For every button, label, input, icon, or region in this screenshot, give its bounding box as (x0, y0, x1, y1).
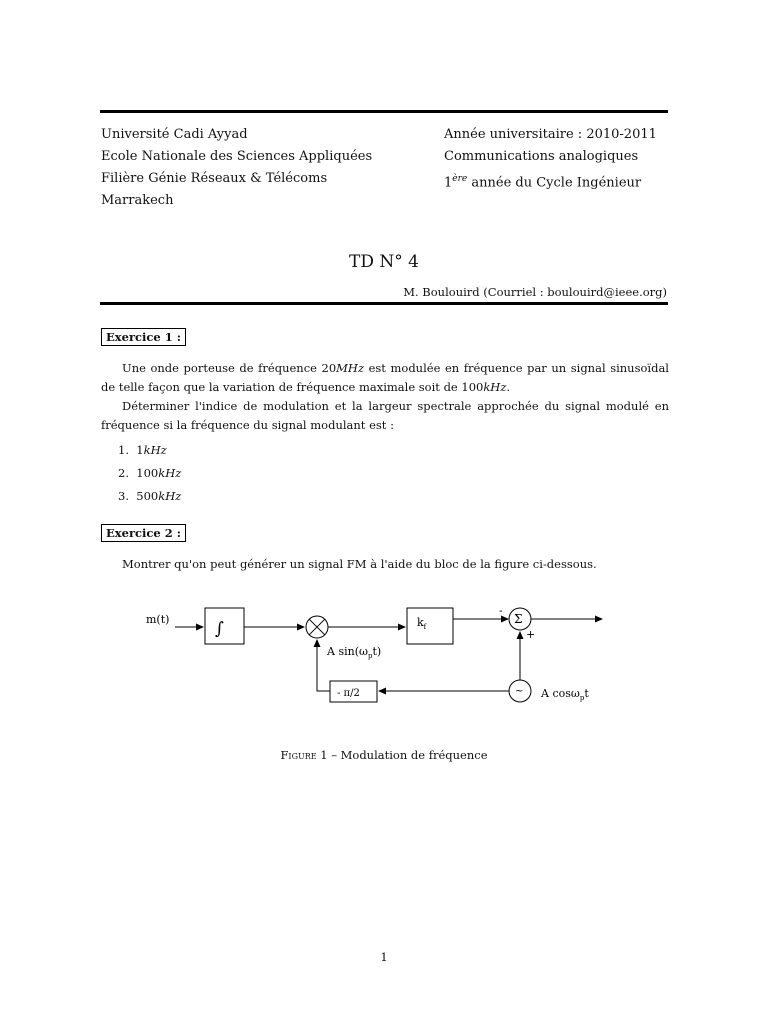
header-school: Ecole Nationale des Sciences Appliquées (101, 149, 373, 164)
header-left (101, 124, 372, 212)
input-label: m(t) (146, 613, 170, 626)
author-line: M. Boulouird (Courriel : boulouird@ieee.org) (403, 285, 667, 299)
header-cycle: 1ère année du Cycle Ingénieur (444, 174, 642, 191)
top-rule (100, 110, 668, 113)
header-city: Marrakech (101, 193, 174, 208)
phase-shift-label: - π/2 (337, 688, 360, 699)
plus-sign: + (526, 628, 536, 641)
header-course: Communications analogiques (444, 149, 639, 164)
fm-block-diagram (0, 590, 768, 720)
title-rule (100, 302, 668, 305)
exercise1-label: Exercice 1 : (101, 328, 186, 346)
integrator-block (205, 608, 244, 644)
header-university: Université Cadi Ayyad (101, 127, 248, 142)
minus-sign: - (499, 604, 503, 617)
page-number: 1 (380, 950, 388, 964)
header-right (444, 124, 657, 194)
header-year: Année universitaire : 2010-2011 (444, 127, 657, 142)
figure-caption: Figure 1 – Modulation de fréquence (280, 748, 488, 762)
multiplier-label: A $\sin(\omega_pt)$ (327, 645, 382, 660)
exercise2-label: Exercice 2 : (101, 524, 186, 542)
exercise1-list (118, 439, 181, 508)
gain-label: $k_f$ (417, 616, 427, 631)
exercise1-paragraph1: Une onde porteuse de fréquence 20MHz est modulée en fréquence par un signal sinusoïdal de telle façon que la variation de fréquence maximale soit de 100kHz. (101, 361, 669, 394)
oscillator-label: A cosω$_p$t (541, 687, 589, 702)
integrator-symbol: ∫ (215, 619, 224, 639)
exercise2-text: Montrer qu'on peut générer un signal FM à l'aide du bloc de la figure ci-dessous. (122, 557, 597, 571)
list-item: 1. 1kHz (118, 443, 167, 457)
list-item: 2. 100kHz (118, 466, 182, 480)
exercise1-text (101, 359, 669, 435)
page-title: TD N° 4 (349, 252, 419, 272)
gain-block (407, 608, 453, 644)
oscillator-symbol: ~ (515, 686, 524, 697)
exercise1-paragraph2: Déterminer l'indice de modulation et la largeur spectrale approchée du signal modulé en fréquence si la fréquence du signal modulant est : (101, 399, 669, 432)
list-item: 3. 500kHz (118, 489, 182, 503)
header-program: Filière Génie Réseaux & Télécoms (101, 171, 328, 186)
sum-symbol: Σ (514, 612, 523, 626)
